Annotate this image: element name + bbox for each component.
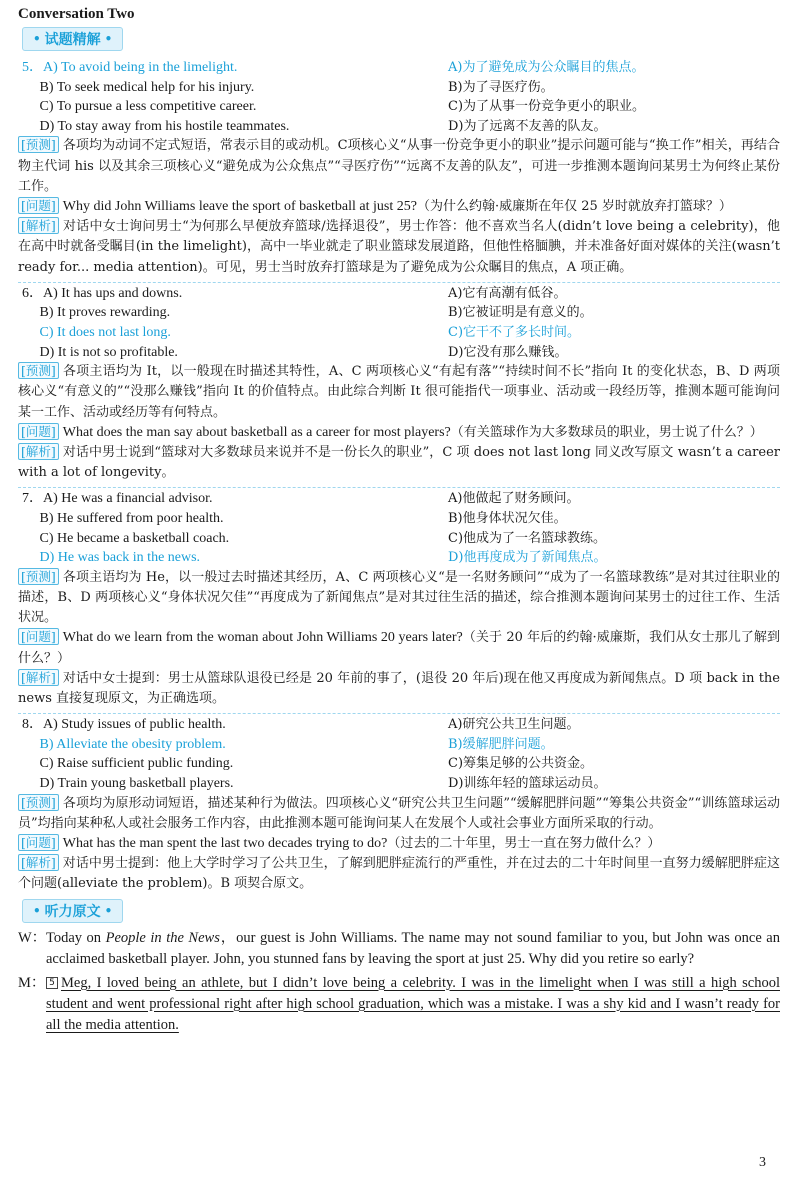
option-chinese: D)为了远离不友善的队友。 <box>448 118 607 134</box>
analysis <box>18 669 780 709</box>
divider <box>18 282 780 283</box>
option-row <box>18 509 780 529</box>
option-row <box>18 343 780 363</box>
option-row <box>18 117 780 137</box>
option-english: 6．A) It has ups and downs. <box>22 285 183 301</box>
page <box>18 6 780 1039</box>
question-list <box>18 58 780 895</box>
option-row <box>18 529 780 549</box>
question-text: （关于 20 年后的约翰·威廉斯，我们从女士那儿了解到什么？） <box>18 630 780 666</box>
option-chinese: A)研究公共卫生问题。 <box>448 717 580 733</box>
speech-text <box>46 973 780 1036</box>
question-text: Why did John Williams leave the sport of basketball at just 25? <box>62 198 417 214</box>
analysis-tag: [解析] <box>18 854 59 871</box>
prediction-text: 各项均为原形动词短语，描述某种行为做法。四项核心义“研究公共卫生问题”“缓解肥胖问题”“筹集公共资金”“训练篮球运动员”均指向某种私人或社会服务工作内容，由此推测本题可能询问某人在发展个人或社会事业方面所采取的行动。 <box>18 795 780 831</box>
transcript-turn <box>18 973 780 1036</box>
option-chinese: C)为了从事一份竞争更小的职业。 <box>448 99 646 115</box>
prediction <box>18 362 780 423</box>
question <box>18 423 780 443</box>
question-block <box>18 58 780 278</box>
prediction-text: 各项主语均为 He，以一般过去时描述其经历，A、C 两项核心义“是一名财务顾问”“成为了一名篮球教练”是对其过往职业的描述，B、D 两项核心义“身体状况欠佳”“再度成为了新闻焦点”是对其过往生活的描述，综合推测本题询问某男士的过往工作、生活状况。 <box>18 569 780 626</box>
analysis-tag: [解析] <box>18 669 59 686</box>
question-text: （为什么约翰·威廉斯在年仅 25 岁时就放弃打篮球？） <box>416 198 732 214</box>
option-row <box>18 548 780 568</box>
speech-text <box>46 928 780 970</box>
option-english: C) It does not last long. <box>22 324 171 340</box>
transcript <box>18 928 780 1036</box>
option-row <box>18 78 780 98</box>
analysis-text: 对话中男士说到“篮球对大多数球员来说并不是一份长久的职业”，C 项 does not last long 同义改写原文 wasn’t a career with a lot of longevity。 <box>18 444 780 481</box>
option-english: D) To stay away from his hostile teammates. <box>22 118 290 134</box>
bullet-icon: • <box>104 903 113 918</box>
option-chinese: D)他再度成为了新闻焦点。 <box>448 550 607 566</box>
program-name: People in the News <box>105 929 220 946</box>
section-banner-transcript <box>22 899 123 923</box>
prediction-tag: [预测] <box>18 794 59 811</box>
speaker-label: W： <box>18 929 47 946</box>
option-chinese: B)他身体状况欠佳。 <box>448 510 567 526</box>
option-chinese: A)它有高潮有低谷。 <box>448 285 567 301</box>
question <box>18 628 780 668</box>
option-chinese: B)为了寻医疗伤。 <box>448 79 554 95</box>
option-chinese: A)他做起了财务顾问。 <box>448 491 580 507</box>
option-english: D) Train young basketball players. <box>22 775 234 791</box>
page-number: 3 <box>759 1155 766 1170</box>
analysis-text: 对话中女士询问男士“为何那么早便放弃篮球/选择退役”，男士作答：他不喜欢当名人(didn’t love being a celebrity)，他在高中时就备受瞩目(in the limelight)，高中一毕业就走了职业篮球发展道路，但他性格腼腆，并未准备好面对媒体的关注(wasn’t ready for... media attention)。可见，男士当时放弃打篮球是为了避免成为公众瞩目的焦点，A 项正确。 <box>18 219 780 275</box>
analysis <box>18 217 780 278</box>
analysis-text: 对话中女士提到：男士从篮球队退役已经是 20 年前的事了，(退役 20 年后)现在他又再度成为新闻焦点。D 项 back in the news 直接复现原文，为正确选项。 <box>18 670 780 706</box>
option-chinese: C)他成为了一名篮球教练。 <box>448 530 607 546</box>
option-english: C) He became a basketball coach. <box>22 530 230 546</box>
question-text: What has the man spent the last two decades trying to do? <box>62 835 388 851</box>
analysis <box>18 854 780 894</box>
question-marker: 5 <box>46 977 58 989</box>
question-text: （过去的二十年里，男士一直在努力做什么？） <box>387 835 661 851</box>
divider <box>18 487 780 488</box>
question-tag: [问题] <box>18 197 59 214</box>
prediction <box>18 136 780 197</box>
analysis <box>18 443 780 483</box>
option-row <box>18 715 780 735</box>
option-row <box>18 735 780 755</box>
prediction-tag: [预测] <box>18 568 59 585</box>
question-text: What does the man say about basketball as a career for most players? <box>62 424 451 440</box>
question-text: What do we learn from the woman about John Williams 20 years later? <box>62 630 463 646</box>
option-english: B) It proves rewarding. <box>22 305 171 321</box>
option-row <box>18 303 780 323</box>
prediction <box>18 568 780 629</box>
question-block <box>18 487 780 709</box>
option-row <box>18 323 780 343</box>
analysis-tag: [解析] <box>18 443 59 460</box>
speaker-label: M： <box>18 974 46 991</box>
option-row <box>18 58 780 78</box>
option-english: B) To seek medical help for his injury. <box>22 79 255 95</box>
option-row <box>18 489 780 509</box>
option-row <box>18 754 780 774</box>
option-chinese: B)缓解肥胖问题。 <box>448 736 554 752</box>
speech-segment: Today on <box>46 929 106 946</box>
section-banner-analysis <box>22 27 123 51</box>
prediction-tag: [预测] <box>18 136 59 153</box>
option-chinese: C)筹集足够的公共资金。 <box>448 756 594 772</box>
option-english: D) It is not so profitable. <box>22 344 178 360</box>
key-sentence: Meg, I loved being an athlete, but I didn’t love being a celebrity. I was in the limelight when I was still a high school student and went professional right after high school graduation, which was a mistake. I was a shy kid and I wasn’t ready for all the media attention. <box>46 974 780 1033</box>
question-block <box>18 282 780 484</box>
option-english: C) Raise sufficient public funding. <box>22 756 234 772</box>
question <box>18 834 780 854</box>
question-tag: [问题] <box>18 423 59 440</box>
section-banner-label: 试题精解 <box>44 32 101 48</box>
question-block <box>18 713 780 894</box>
option-row <box>18 97 780 117</box>
analysis-tag: [解析] <box>18 217 59 234</box>
divider <box>18 713 780 714</box>
question <box>18 197 780 217</box>
prediction-text: 各项均为动词不定式短语，常表示目的或动机。C项核心义“从事一份竞争更小的职业”提示问题可能与“换工作”相关，再结合物主代词 his 以及其余三项核心义“避免成为公众焦点”“寻医疗伤”“远离不友善的队友”，可进一步推测本题询问某男士为何终止某份工作。 <box>18 138 780 194</box>
bullet-icon: • <box>33 32 41 46</box>
option-chinese: A)为了避免成为公众瞩目的焦点。 <box>448 60 645 75</box>
prediction-tag: [预测] <box>18 362 59 379</box>
question-tag: [问题] <box>18 834 59 851</box>
option-english: 5．A) To avoid being in the limelight. <box>22 60 238 75</box>
option-english: D) He was back in the news. <box>22 550 201 566</box>
prediction <box>18 794 780 834</box>
option-chinese: D)它没有那么赚钱。 <box>448 344 568 360</box>
bullet-icon: • <box>104 32 113 46</box>
option-row <box>18 774 780 794</box>
transcript-turn <box>18 928 780 970</box>
option-chinese: C)它干不了多长时间。 <box>448 324 581 340</box>
bullet-icon: • <box>33 903 41 918</box>
option-english: C) To pursue a less competitive career. <box>22 99 257 115</box>
option-chinese: B)它被证明是有意义的。 <box>448 305 593 321</box>
section-banner-label: 听力原文 <box>44 903 101 920</box>
question-tag: [问题] <box>18 628 59 645</box>
option-english: B) He suffered from poor health. <box>22 510 224 526</box>
option-english: 7．A) He was a financial advisor. <box>22 491 213 507</box>
option-english: B) Alleviate the obesity problem. <box>22 736 226 752</box>
option-english: 8．A) Study issues of public health. <box>22 717 226 733</box>
page-title: Conversation Two <box>18 6 135 22</box>
question-text: （有关篮球作为大多数球员的职业，男士说了什么？） <box>450 424 763 440</box>
prediction-text: 各项主语均为 It，以一般现在时描述其特性，A、C 两项核心义“有起有落”“持续时间不长”指向 It 的变化状态，B、D 两项核心义“有意义的”“没那么赚钱”指向 It 的价值特点。由此综合判断 It 很可能指代一项事业、活动或一段经历等，推测本题可能询问某一工作、活动或经历等有何特点。 <box>18 364 780 420</box>
analysis-text: 对话中男士提到：他上大学时学习了公共卫生，了解到肥胖症流行的严重性，并在过去的二十年时间里一直努力缓解肥胖症这个问题(alleviate the problem)。B 项契合原文。 <box>18 856 780 892</box>
speech-segment: ，our guest is John Williams. The name may not sound familiar to you, but John was once an acclaimed basketball player. John, you stunned fans by leaving the sport at just 25. Why did you retire so early? <box>46 929 780 967</box>
option-row <box>18 284 780 304</box>
option-chinese: D)训练年轻的篮球运动员。 <box>448 775 607 791</box>
